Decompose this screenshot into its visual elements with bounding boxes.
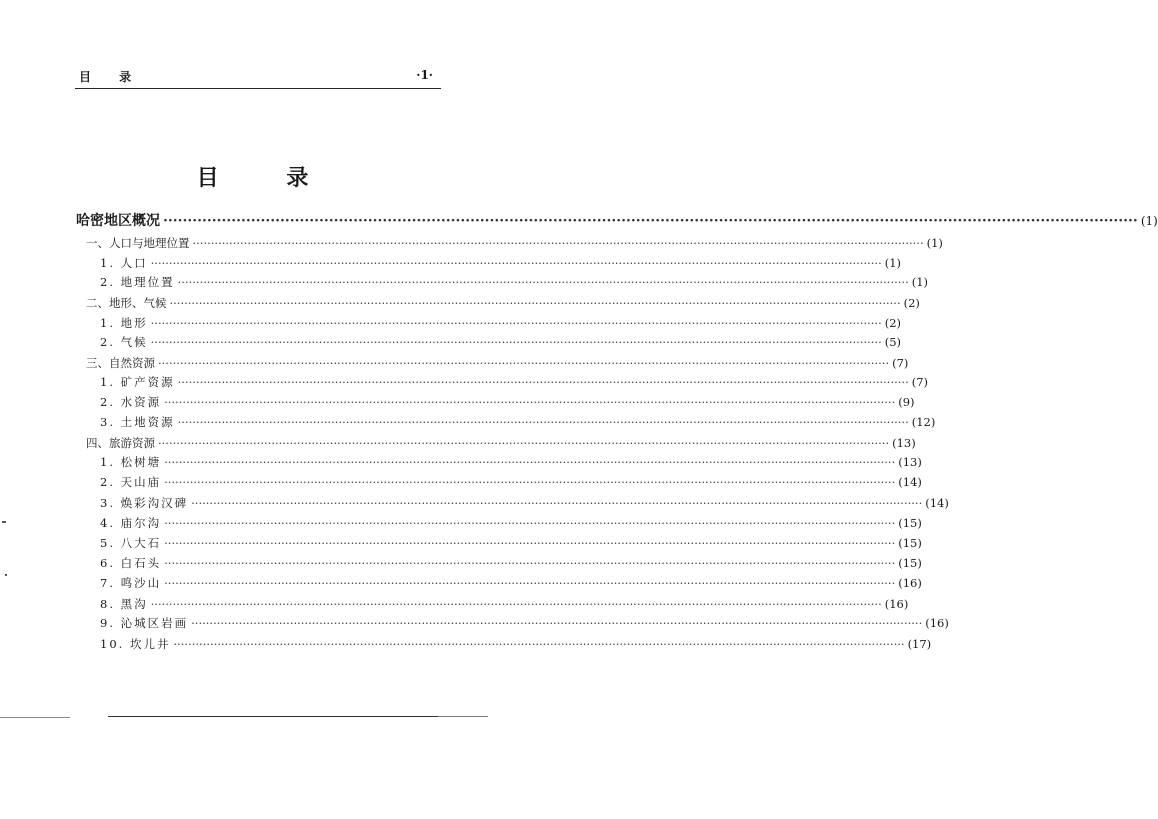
dot-leader: ········································································································································································································ [164, 455, 896, 469]
bottom-rule [108, 716, 438, 717]
toc-entry-page: (16) [884, 597, 909, 611]
toc-entry-label: 5. 八大石 [100, 536, 162, 550]
dot-leader: ········································································································································································································ [164, 576, 896, 590]
toc-entry-page: (7) [911, 375, 929, 389]
toc-entry-label: 1. 地形 [100, 316, 148, 330]
dot-leader: ········································································································································································································ [164, 475, 896, 489]
toc-entry-page: (15) [898, 556, 922, 570]
bottom-rule [0, 717, 70, 718]
toc-entry [100, 413, 936, 431]
toc-entry-page: (2) [884, 316, 902, 330]
dot-leader: ········································································································································································································ [177, 415, 909, 429]
toc-entry [100, 574, 922, 592]
toc-entry [100, 314, 902, 332]
toc-entry-page: (2) [903, 296, 920, 310]
dot-leader: ········································································································································································································ [150, 256, 882, 270]
running-title: 目 录 [79, 70, 144, 84]
toc-entry-page: (7) [892, 356, 909, 370]
toc-entry [100, 393, 915, 411]
dot-leader: ········································································································································································································ [158, 436, 890, 450]
toc-entry-label: 9. 沁城区岩画 [100, 616, 189, 630]
toc-entry-label: 四、旅游资源 [86, 436, 155, 450]
dot-leader: ········································································································································································································ [163, 213, 1138, 229]
dot-leader: ········································································································································································································ [164, 395, 896, 409]
dot-leader: ········································································································································································································ [164, 556, 896, 570]
toc-entry [100, 333, 902, 351]
toc-entry-label: 2. 水资源 [100, 395, 162, 409]
toc-entry [100, 453, 922, 471]
dot-leader: ········································································································································································································ [177, 275, 909, 289]
toc-entry-label: 2. 气候 [100, 335, 148, 349]
toc-entry [86, 294, 920, 312]
toc-entry [100, 635, 932, 653]
toc-entry-page: (5) [884, 335, 902, 349]
dot-leader: ········································································································································································································ [150, 316, 882, 330]
toc-entry [100, 595, 909, 613]
toc-entry-page: (15) [898, 516, 922, 530]
dot-leader: ········································································································································································································ [150, 335, 882, 349]
toc-entry-label: 8. 黑沟 [100, 597, 148, 611]
toc-entry [100, 494, 949, 512]
toc-entry [100, 373, 929, 391]
toc-entry [100, 254, 902, 272]
toc-entry-page: (13) [892, 436, 916, 450]
toc-entry-label: 6. 白石头 [100, 556, 162, 570]
scan-mark [5, 574, 7, 576]
toc-entry-page: (1) [1140, 214, 1158, 228]
toc-entry-label: 10. 坎儿井 [100, 637, 171, 651]
dot-leader: ········································································································································································································ [169, 296, 901, 310]
toc-entry-page: (15) [898, 536, 922, 550]
toc-entry [76, 212, 1158, 230]
dot-leader: ········································································································································································································ [192, 236, 924, 250]
toc-entry-page: (9) [898, 395, 915, 409]
dot-leader: ········································································································································································································ [150, 597, 882, 611]
toc-entry [86, 234, 943, 252]
toc-entry-page: (16) [898, 576, 922, 590]
dot-leader: ········································································································································································································ [191, 616, 923, 630]
toc-entry-page: (12) [911, 415, 936, 429]
toc-entry-label: 2. 地理位置 [100, 275, 175, 289]
toc-entry [100, 473, 922, 491]
toc-entry-label: 2. 天山庙 [100, 475, 162, 489]
toc-entry-label: 7. 鸣沙山 [100, 576, 162, 590]
toc-entry-label: 三、自然资源 [86, 356, 155, 370]
toc-entry [86, 354, 909, 372]
dot-leader: ········································································································································································································ [164, 516, 896, 530]
toc-entry [100, 273, 929, 291]
toc-entry-page: (1) [884, 256, 902, 270]
toc-entry-page: (14) [925, 496, 949, 510]
page-title: 目 录 [196, 165, 339, 191]
toc-entry [100, 514, 922, 532]
toc-entry [100, 554, 922, 572]
toc-entry-page: (17) [907, 637, 932, 651]
dot-leader: ········································································································································································································ [177, 375, 909, 389]
toc-entry [100, 534, 922, 552]
toc-entry-page: (1) [926, 236, 943, 250]
toc-entry-page: (13) [898, 455, 922, 469]
toc-entry-label: 1. 人口 [100, 256, 148, 270]
toc-entry [100, 614, 949, 632]
toc-entry-label: 二、地形、气候 [86, 296, 167, 310]
toc-entry-page: (16) [925, 616, 949, 630]
dot-leader: ········································································································································································································ [158, 356, 890, 370]
dot-leader: ········································································································································································································ [191, 496, 923, 510]
toc-entry-label: 3. 焕彩沟汉碑 [100, 496, 189, 510]
toc-entry-label: 1. 松树塘 [100, 455, 162, 469]
toc-entry-page: (14) [898, 475, 922, 489]
toc-entry-label: 3. 土地资源 [100, 415, 175, 429]
dot-leader: ········································································································································································································ [173, 637, 905, 651]
toc-entry-page: (1) [911, 275, 929, 289]
toc-entry-label: 一、人口与地理位置 [86, 236, 190, 250]
toc-entry-label: 哈密地区概况 [76, 213, 160, 229]
toc-entry-label: 1. 矿产资源 [100, 375, 175, 389]
toc-entry-label: 4. 庙尔沟 [100, 516, 162, 530]
page-number: ·1· [416, 68, 433, 82]
bottom-rule [438, 716, 488, 717]
toc-entry [86, 434, 916, 452]
dot-leader: ········································································································································································································ [164, 536, 896, 550]
scan-mark [2, 521, 6, 523]
